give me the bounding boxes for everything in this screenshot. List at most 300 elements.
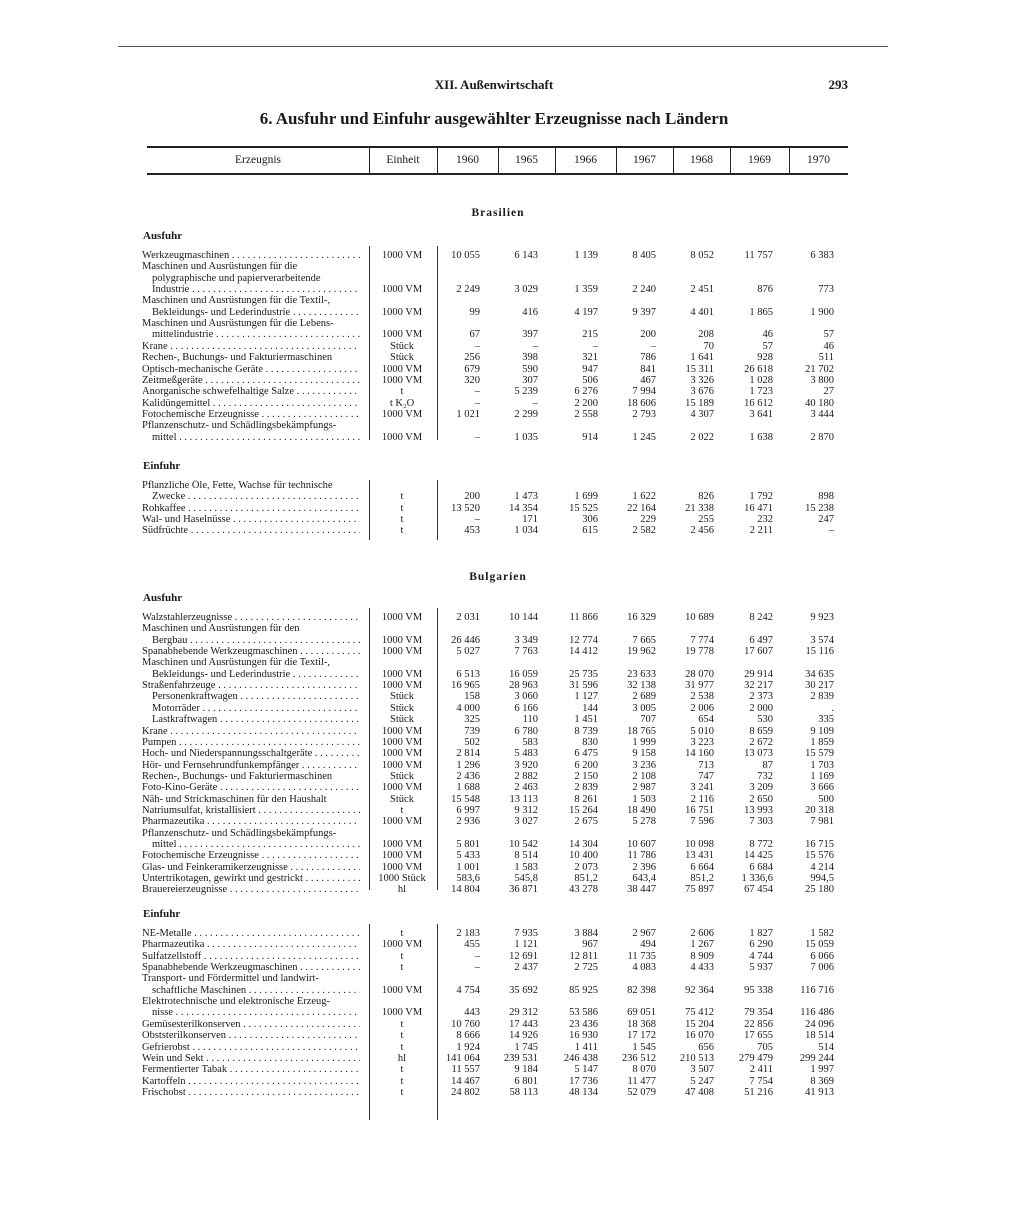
cell-value: 4 401	[690, 306, 714, 318]
cell-value: 12 811	[569, 950, 598, 962]
cell-value: 615	[582, 525, 598, 537]
cell-value: 2 396	[632, 861, 656, 873]
cell-value: 786	[640, 352, 656, 364]
row-unit: t	[400, 525, 404, 537]
row-label: Maschinen und Ausrüstungen für die	[142, 261, 298, 273]
table-row	[140, 525, 848, 537]
cell-value: 826	[698, 491, 714, 503]
row-label: Rechen-, Buchungs- und Fakturiermaschinen	[142, 770, 333, 782]
row-unit: hl	[397, 1052, 407, 1064]
cell-value: 7 935	[514, 928, 538, 939]
row-unit: t	[400, 804, 404, 816]
row-label: Maschinen und Ausrüstungen für die Textil-,	[142, 295, 331, 307]
cell-value: 3 060	[514, 691, 538, 703]
row-label: Untertrikotagen, gewirkt und gestrickt . . .	[142, 873, 360, 885]
cell-value: –	[474, 340, 480, 352]
row-label: Rohkaffee . . .	[142, 503, 360, 515]
table-row	[140, 398, 848, 410]
cell-value: 1 827	[749, 928, 773, 939]
cell-value: 1 336,6	[741, 873, 773, 885]
cell-value: 841	[640, 363, 656, 375]
row-label: mittelindustrie . . .	[152, 329, 360, 341]
cell-value: 11 557	[451, 1064, 480, 1076]
table-row	[140, 996, 848, 1008]
row-unit: 1000 VM	[381, 748, 423, 760]
table-row	[140, 951, 848, 963]
table-row	[140, 514, 848, 526]
cell-value: 10 689	[685, 612, 714, 623]
cell-value: 24 802	[451, 1086, 480, 1098]
cell-value: 4 000	[456, 702, 480, 714]
cell-value: 583,6	[456, 873, 480, 885]
column-rule	[437, 924, 438, 1120]
cell-value: 7 303	[749, 816, 773, 828]
cell-value: 2 373	[749, 691, 773, 703]
table-row	[140, 364, 848, 376]
cell-value: 5 147	[574, 1064, 598, 1076]
cell-value: 7 994	[632, 386, 656, 398]
table-row	[140, 1053, 848, 1065]
cell-value: 1 034	[514, 525, 538, 537]
cell-value: 320	[464, 374, 480, 386]
cell-value: 16 070	[685, 1030, 714, 1042]
row-unit: 1000 VM	[381, 1007, 423, 1019]
cell-value: 57	[823, 329, 834, 341]
row-unit: t K₂O	[389, 397, 415, 409]
cell-value: 25 735	[569, 668, 598, 680]
row-label: Frischobst . . .	[142, 1087, 360, 1099]
cell-value: 6 780	[514, 725, 538, 737]
cell-value: 15 059	[805, 939, 834, 951]
cell-value: 236 512	[621, 1052, 656, 1064]
row-unit: 1000 VM	[381, 680, 423, 692]
cell-value: 10 760	[451, 1018, 480, 1030]
cell-value: 1 622	[632, 491, 656, 503]
cell-value: 1 245	[632, 431, 656, 443]
cell-value: 2 650	[749, 793, 773, 805]
row-unit: 1000 VM	[381, 363, 423, 375]
row-unit: 1000 VM	[381, 306, 423, 318]
table-row	[140, 491, 848, 503]
cell-value: 7 763	[514, 646, 538, 658]
table-row	[140, 850, 848, 862]
cell-value: 1 999	[632, 736, 656, 748]
cell-value: 967	[582, 939, 598, 951]
cell-value: 545,8	[514, 873, 538, 885]
cell-value: 947	[582, 363, 598, 375]
cell-value: 8 739	[574, 725, 598, 737]
cell-value: 15 264	[569, 804, 598, 816]
cell-value: 2 073	[574, 861, 598, 873]
cell-value: 502	[464, 736, 480, 748]
column-rule	[369, 246, 370, 440]
cell-value: 3 641	[749, 408, 773, 420]
cell-value: 416	[522, 306, 538, 318]
cell-value: 6 513	[456, 668, 480, 680]
cell-value: 15 576	[805, 850, 834, 862]
cell-value: 18 606	[627, 397, 656, 409]
col-header-1969: 1969	[748, 154, 771, 166]
row-unit: t	[400, 1041, 404, 1053]
row-label: Maschinen und Ausrüstungen für die Lebens-	[142, 318, 334, 330]
cell-value: 7 774	[690, 634, 714, 646]
cell-value: 14 412	[569, 646, 598, 658]
col-header-1965: 1965	[515, 154, 538, 166]
row-label: Maschinen und Ausrüstungen für die Textil-,	[142, 657, 331, 669]
column-rule	[437, 246, 438, 440]
cell-value: 18 514	[805, 1030, 834, 1042]
cell-value: 48 134	[569, 1086, 598, 1098]
cell-value: 29 312	[509, 1007, 538, 1019]
cell-value: 7 665	[632, 634, 656, 646]
row-unit: 1000 VM	[381, 850, 423, 862]
row-label: Werkzeugmaschinen . . .	[142, 250, 360, 262]
cell-value: 453	[464, 525, 480, 537]
cell-value: 4 214	[810, 861, 834, 873]
cell-value: 19 962	[627, 646, 656, 658]
row-unit: 1000 VM	[381, 725, 423, 737]
cell-value: –	[474, 962, 480, 974]
table-row	[140, 771, 848, 783]
cell-value: 6 200	[574, 759, 598, 771]
cell-value: 15 311	[685, 363, 714, 375]
cell-value: 22 164	[627, 502, 656, 514]
row-label: Zeitmeßgeräte . . .	[142, 375, 360, 387]
cell-value: 3 800	[810, 374, 834, 386]
row-unit: t	[400, 1086, 404, 1098]
cell-value: 3 884	[574, 928, 598, 939]
table-row	[140, 432, 848, 444]
cell-value: 928	[757, 352, 773, 364]
cell-value: 713	[698, 759, 714, 771]
cell-value: 12 774	[569, 634, 598, 646]
cell-value: 10 055	[451, 250, 480, 261]
table-row	[140, 691, 848, 703]
cell-value: 36 871	[509, 884, 538, 896]
cell-value: 8 772	[749, 839, 773, 850]
cell-value: 467	[640, 374, 656, 386]
cell-value: 15 189	[685, 397, 714, 409]
row-unit: Stück	[390, 793, 414, 805]
cell-value: 9 109	[810, 725, 834, 737]
cell-value: 876	[757, 284, 773, 296]
cell-value: 2 987	[632, 782, 656, 794]
cell-value: 30 217	[805, 680, 834, 692]
cell-value: –	[474, 950, 480, 962]
cell-value: 914	[582, 431, 598, 443]
row-unit: Stück	[390, 714, 414, 726]
cell-value: 530	[757, 714, 773, 726]
cell-value: 25 180	[805, 884, 834, 896]
row-label: Zwecke . . .	[152, 491, 360, 503]
cell-value: 58 113	[509, 1086, 538, 1098]
cell-value: 8 659	[749, 725, 773, 737]
cell-value: 8 369	[810, 1075, 834, 1087]
cell-value: 21 702	[805, 363, 834, 375]
table-row	[140, 985, 848, 997]
table-row	[140, 1087, 848, 1099]
row-unit: 1000 VM	[381, 939, 423, 951]
cell-value: 16 930	[569, 1030, 598, 1042]
cell-value: 31 977	[685, 680, 714, 692]
cell-value: 17 655	[744, 1030, 773, 1042]
cell-value: 1 792	[749, 491, 773, 503]
cell-value: 87	[762, 759, 773, 771]
table-row	[140, 646, 848, 658]
cell-value: 2 793	[632, 408, 656, 420]
cell-value: 17 172	[627, 1030, 656, 1042]
cell-value: 2 725	[574, 962, 598, 974]
cell-value: 67	[469, 329, 480, 341]
row-unit: t	[400, 502, 404, 514]
cell-value: –	[532, 340, 538, 352]
cell-value: 656	[698, 1041, 714, 1053]
row-label: polygraphische und papierverarbeitende	[152, 272, 321, 284]
table-row	[140, 862, 848, 874]
row-label: Bekleidungs- und Lederindustrie . . .	[152, 669, 360, 681]
row-unit: 1000 VM	[381, 759, 423, 771]
table-row	[140, 1007, 848, 1019]
cell-value: 1 359	[574, 284, 598, 296]
cell-value: 16 329	[627, 612, 656, 623]
cell-value: 79 354	[744, 1007, 773, 1019]
cell-value: 70	[703, 340, 714, 352]
cell-value: 1 021	[456, 408, 480, 420]
cell-value: 46	[823, 340, 834, 352]
cell-value: 2 870	[810, 431, 834, 443]
row-label: mittel . . .	[152, 839, 360, 851]
cell-value: 1 688	[456, 782, 480, 794]
table-row	[140, 794, 848, 806]
cell-value: 898	[818, 491, 834, 503]
row-label: Anorganische schwefelhaltige Salze . . .	[142, 386, 360, 398]
row-unit: t	[400, 928, 404, 939]
cell-value: 1 121	[514, 939, 538, 951]
cell-value: 1 451	[574, 714, 598, 726]
table-row	[140, 839, 848, 851]
row-unit: 1000 VM	[381, 646, 423, 658]
row-unit: 1000 VM	[381, 782, 423, 794]
row-label: Wal- und Haselnüsse . . .	[142, 514, 360, 526]
row-label: NE-Metalle . . .	[142, 928, 360, 940]
cell-value: 455	[464, 939, 480, 951]
table-row	[140, 748, 848, 760]
cell-value: 2 240	[632, 284, 656, 296]
cell-value: 16 751	[685, 804, 714, 816]
cell-value: 26 618	[744, 363, 773, 375]
cell-value: 7 596	[690, 816, 714, 828]
row-label: Rechen-, Buchungs- und Fakturiermaschinen	[142, 352, 333, 364]
cell-value: 10 400	[569, 850, 598, 862]
cell-value: 38 447	[627, 884, 656, 896]
row-unit: 1000 VM	[381, 408, 423, 420]
cell-value: –	[532, 397, 538, 409]
cell-value: 4 197	[574, 306, 598, 318]
subheading-ausfuhr: Ausfuhr	[143, 592, 183, 604]
cell-value: 15 579	[805, 748, 834, 760]
table-row	[140, 1030, 848, 1042]
cell-value: 9 158	[632, 748, 656, 760]
cell-value: 246 438	[563, 1052, 598, 1064]
cell-value: 20 318	[805, 804, 834, 816]
row-unit: t	[400, 514, 404, 526]
cell-value: 732	[757, 770, 773, 782]
table-row	[140, 939, 848, 951]
cell-value: 23 436	[569, 1018, 598, 1030]
cell-value: 2 022	[690, 431, 714, 443]
row-label: Walzstahlerzeugnisse . . .	[142, 612, 360, 624]
row-label: Straßenfahrzeuge . . .	[142, 680, 360, 692]
cell-value: 1 411	[574, 1041, 598, 1053]
cell-value: 9 312	[514, 804, 538, 816]
cell-value: 773	[818, 284, 834, 296]
row-unit: 1000 VM	[381, 634, 423, 646]
row-label: Motorräder . . .	[152, 703, 360, 715]
cell-value: 5 239	[514, 386, 538, 398]
cell-value: 14 160	[685, 748, 714, 760]
table-title: 6. Ausfuhr und Einfuhr ausgewählter Erzeugnisse nach Ländern	[259, 109, 729, 128]
cell-value: 200	[640, 329, 656, 341]
cell-value: 5 433	[456, 850, 480, 862]
cell-value: 5 483	[514, 748, 538, 760]
row-label: Sulfatzellstoff . . .	[142, 951, 360, 963]
row-label: Lastkraftwagen . . .	[152, 714, 360, 726]
cell-value: 15 204	[685, 1018, 714, 1030]
table-row	[140, 760, 848, 772]
cell-value: 27	[823, 386, 834, 398]
row-unit: 1000 VM	[381, 984, 423, 996]
row-unit: t	[400, 491, 404, 503]
row-label: Foto-Kino-Geräte . . .	[142, 782, 360, 794]
row-label: Pflanzenschutz- und Schädlingsbekämpfungs-	[142, 827, 337, 839]
table-row	[140, 928, 848, 940]
cell-value: 397	[522, 329, 538, 341]
cell-value: 256	[464, 352, 480, 364]
cell-value: 26 446	[451, 634, 480, 646]
cell-value: .	[831, 702, 834, 714]
cell-value: 2 839	[810, 691, 834, 703]
cell-value: 31 596	[569, 680, 598, 692]
cell-value: 2 456	[690, 525, 714, 537]
cell-value: 7 754	[749, 1075, 773, 1087]
cell-value: 511	[818, 352, 834, 364]
row-unit: t	[400, 1030, 404, 1042]
cell-value: 830	[582, 736, 598, 748]
cell-value: 1 001	[456, 861, 480, 873]
cell-value: 4 744	[749, 950, 773, 962]
cell-value: 851,2	[690, 873, 714, 885]
table-row	[140, 352, 848, 364]
cell-value: 6 066	[810, 950, 834, 962]
row-label: Gefrierobst . . .	[142, 1042, 360, 1054]
cell-value: 3 236	[632, 759, 656, 771]
cell-value: 46	[762, 329, 773, 341]
cell-value: 13 113	[509, 793, 538, 805]
cell-value: 5 937	[749, 962, 773, 974]
cell-value: 9 923	[810, 612, 834, 623]
table-row	[140, 1076, 848, 1088]
cell-value: 16 471	[744, 502, 773, 514]
cell-value: 11 786	[627, 850, 656, 862]
table-row	[140, 828, 848, 840]
cell-value: 1 267	[690, 939, 714, 951]
cell-value: 51 216	[744, 1086, 773, 1098]
col-header-erzeugnis: Erzeugnis	[235, 154, 281, 166]
cell-value: 1 703	[810, 759, 834, 771]
cell-value: 398	[522, 352, 538, 364]
cell-value: 32 217	[744, 680, 773, 692]
row-label: Bekleidungs- und Lederindustrie . . .	[152, 307, 360, 319]
table-row	[140, 261, 848, 273]
table-row	[140, 284, 848, 296]
cell-value: 2 108	[632, 770, 656, 782]
row-unit: 1000 VM	[381, 431, 423, 443]
cell-value: 15 525	[569, 502, 598, 514]
cell-value: 14 354	[509, 502, 538, 514]
cell-value: 2 582	[632, 525, 656, 537]
cell-value: –	[592, 340, 598, 352]
table-row	[140, 973, 848, 985]
cell-value: 6 664	[690, 861, 714, 873]
table-row	[140, 726, 848, 738]
cell-value: 16 059	[509, 668, 538, 680]
subheading-einfuhr: Einfuhr	[143, 908, 181, 920]
country-heading-bulgarien: Bulgarien	[469, 571, 527, 583]
row-unit: 1000 VM	[381, 668, 423, 680]
cell-value: 2 675	[574, 816, 598, 828]
row-label: Transport- und Fördermittel und landwirt-	[142, 973, 319, 985]
cell-value: 1 745	[514, 1041, 538, 1053]
cell-value: 11 757	[744, 250, 773, 261]
row-unit: t	[400, 962, 404, 974]
cell-value: 43 278	[569, 884, 598, 896]
cell-value: 2 006	[690, 702, 714, 714]
cell-value: 1 545	[632, 1041, 656, 1053]
cell-value: 10 607	[627, 839, 656, 850]
cell-value: 1 900	[810, 306, 834, 318]
cell-value: 643,4	[632, 873, 656, 885]
cell-value: 19 778	[685, 646, 714, 658]
cell-value: 200	[464, 491, 480, 503]
row-label: Näh- und Strickmaschinen für den Haushalt	[142, 793, 327, 805]
table-row	[140, 341, 848, 353]
cell-value: 23 633	[627, 668, 656, 680]
cell-value: 69 051	[627, 1007, 656, 1019]
cell-value: 5 247	[690, 1075, 714, 1087]
cell-value: 994,5	[810, 873, 834, 885]
cell-value: 3 241	[690, 782, 714, 794]
cell-value: 9 397	[632, 306, 656, 318]
cell-value: 2 839	[574, 782, 598, 794]
table-row	[140, 295, 848, 307]
cell-value: 29 914	[744, 668, 773, 680]
table-row	[140, 782, 848, 794]
cell-value: 5 801	[456, 839, 480, 850]
subheading-einfuhr: Einfuhr	[143, 460, 181, 472]
row-label: Pharmazeutika . . .	[142, 939, 360, 951]
cell-value: 8 405	[632, 250, 656, 261]
cell-value: 2 200	[574, 397, 598, 409]
cell-value: 2 558	[574, 408, 598, 420]
row-label: Fermentierter Tabak . . .	[142, 1064, 360, 1076]
row-label: Wein und Sekt . . .	[142, 1053, 360, 1065]
cell-value: 2 689	[632, 691, 656, 703]
row-unit: Stück	[390, 691, 414, 703]
cell-value: 3 223	[690, 736, 714, 748]
row-unit: 1000 VM	[381, 250, 423, 261]
cell-value: 11 735	[627, 950, 656, 962]
cell-value: 171	[522, 514, 538, 526]
